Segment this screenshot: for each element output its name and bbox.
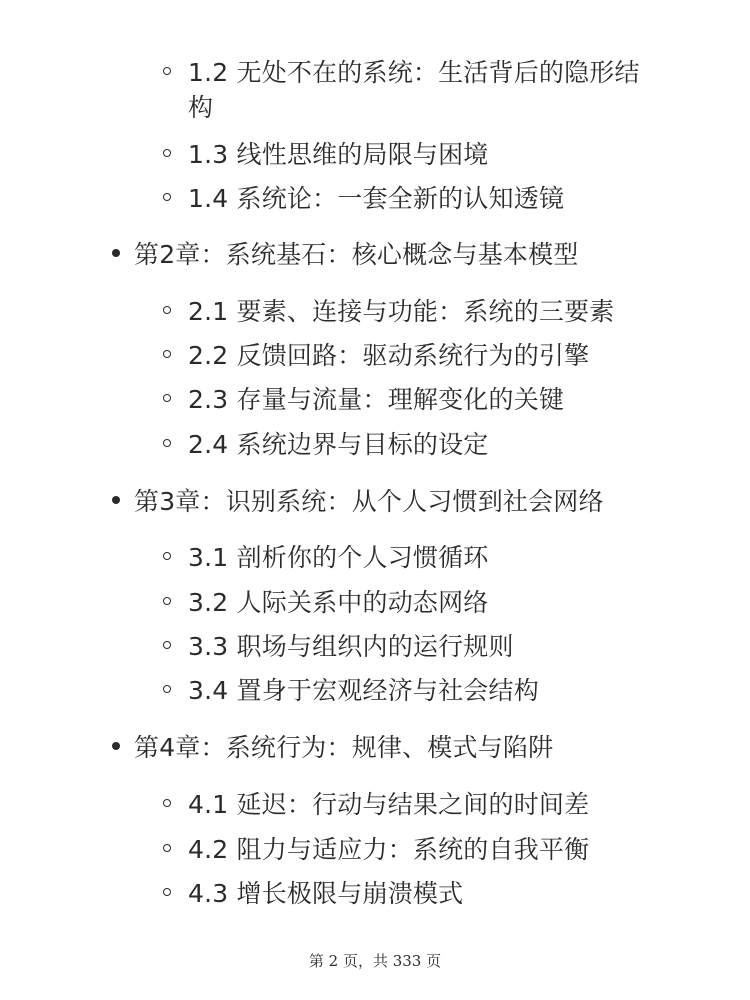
outline-item-4-3: 4.3 增长极限与崩溃模式	[188, 879, 464, 908]
outline-item-1-3: 1.3 线性思维的局限与困境	[188, 140, 489, 169]
outline-item-1-2-line2: 构	[188, 93, 214, 122]
outline-item-3-2: 3.2 人际关系中的动态网络	[188, 588, 489, 617]
outline-item-4-2: 4.2 阻力与适应力：系统的自我平衡	[188, 835, 590, 864]
outline-item-3-4: 3.4 置身于宏观经济与社会结构	[188, 676, 539, 705]
outline-item-4-1: 4.1 延迟：行动与结果之间的时间差	[188, 790, 590, 819]
outline-bullet-disc	[112, 249, 120, 257]
outline-bullet-circle	[163, 685, 171, 693]
outline-bullet-circle	[163, 844, 171, 852]
outline-item-2-3: 2.3 存量与流量：理解变化的关键	[188, 385, 565, 414]
outline-item-2-2: 2.2 反馈回路：驱动系统行为的引擎	[188, 341, 590, 370]
outline-bullet-circle	[163, 149, 171, 157]
outline-item-1-2-line1: 1.2 无处不在的系统：生活背后的隐形结	[188, 58, 640, 87]
outline-item-3-1: 3.1 剖析你的个人习惯循环	[188, 543, 489, 572]
outline-item-2-4: 2.4 系统边界与目标的设定	[188, 430, 489, 459]
outline-bullet-circle	[163, 552, 171, 560]
outline-item-3-3: 3.3 职场与组织内的运行规则	[188, 632, 514, 661]
page-number-footer: 第 2 页，共 333 页	[308, 952, 442, 970]
outline-bullet-circle	[163, 597, 171, 605]
outline-chapter-3: 第3章：识别系统：从个人习惯到社会网络	[134, 487, 604, 516]
outline-bullet-circle	[163, 888, 171, 896]
outline-bullet-disc	[112, 742, 120, 750]
outline-bullet-circle	[163, 306, 171, 314]
outline-bullet-circle	[163, 439, 171, 447]
outline-bullet-disc	[112, 496, 120, 504]
outline-item-1-4: 1.4 系统论：一套全新的认知透镜	[188, 184, 565, 213]
outline-chapter-2: 第2章：系统基石：核心概念与基本模型	[134, 240, 579, 269]
outline-bullet-circle	[163, 350, 171, 358]
outline-bullet-circle	[163, 193, 171, 201]
outline-bullet-circle	[163, 394, 171, 402]
outline-bullet-circle	[163, 67, 171, 75]
outline-bullet-circle	[163, 641, 171, 649]
outline-bullet-circle	[163, 799, 171, 807]
outline-item-2-1: 2.1 要素、连接与功能：系统的三要素	[188, 297, 615, 326]
outline-chapter-4: 第4章：系统行为：规律、模式与陷阱	[134, 733, 554, 762]
